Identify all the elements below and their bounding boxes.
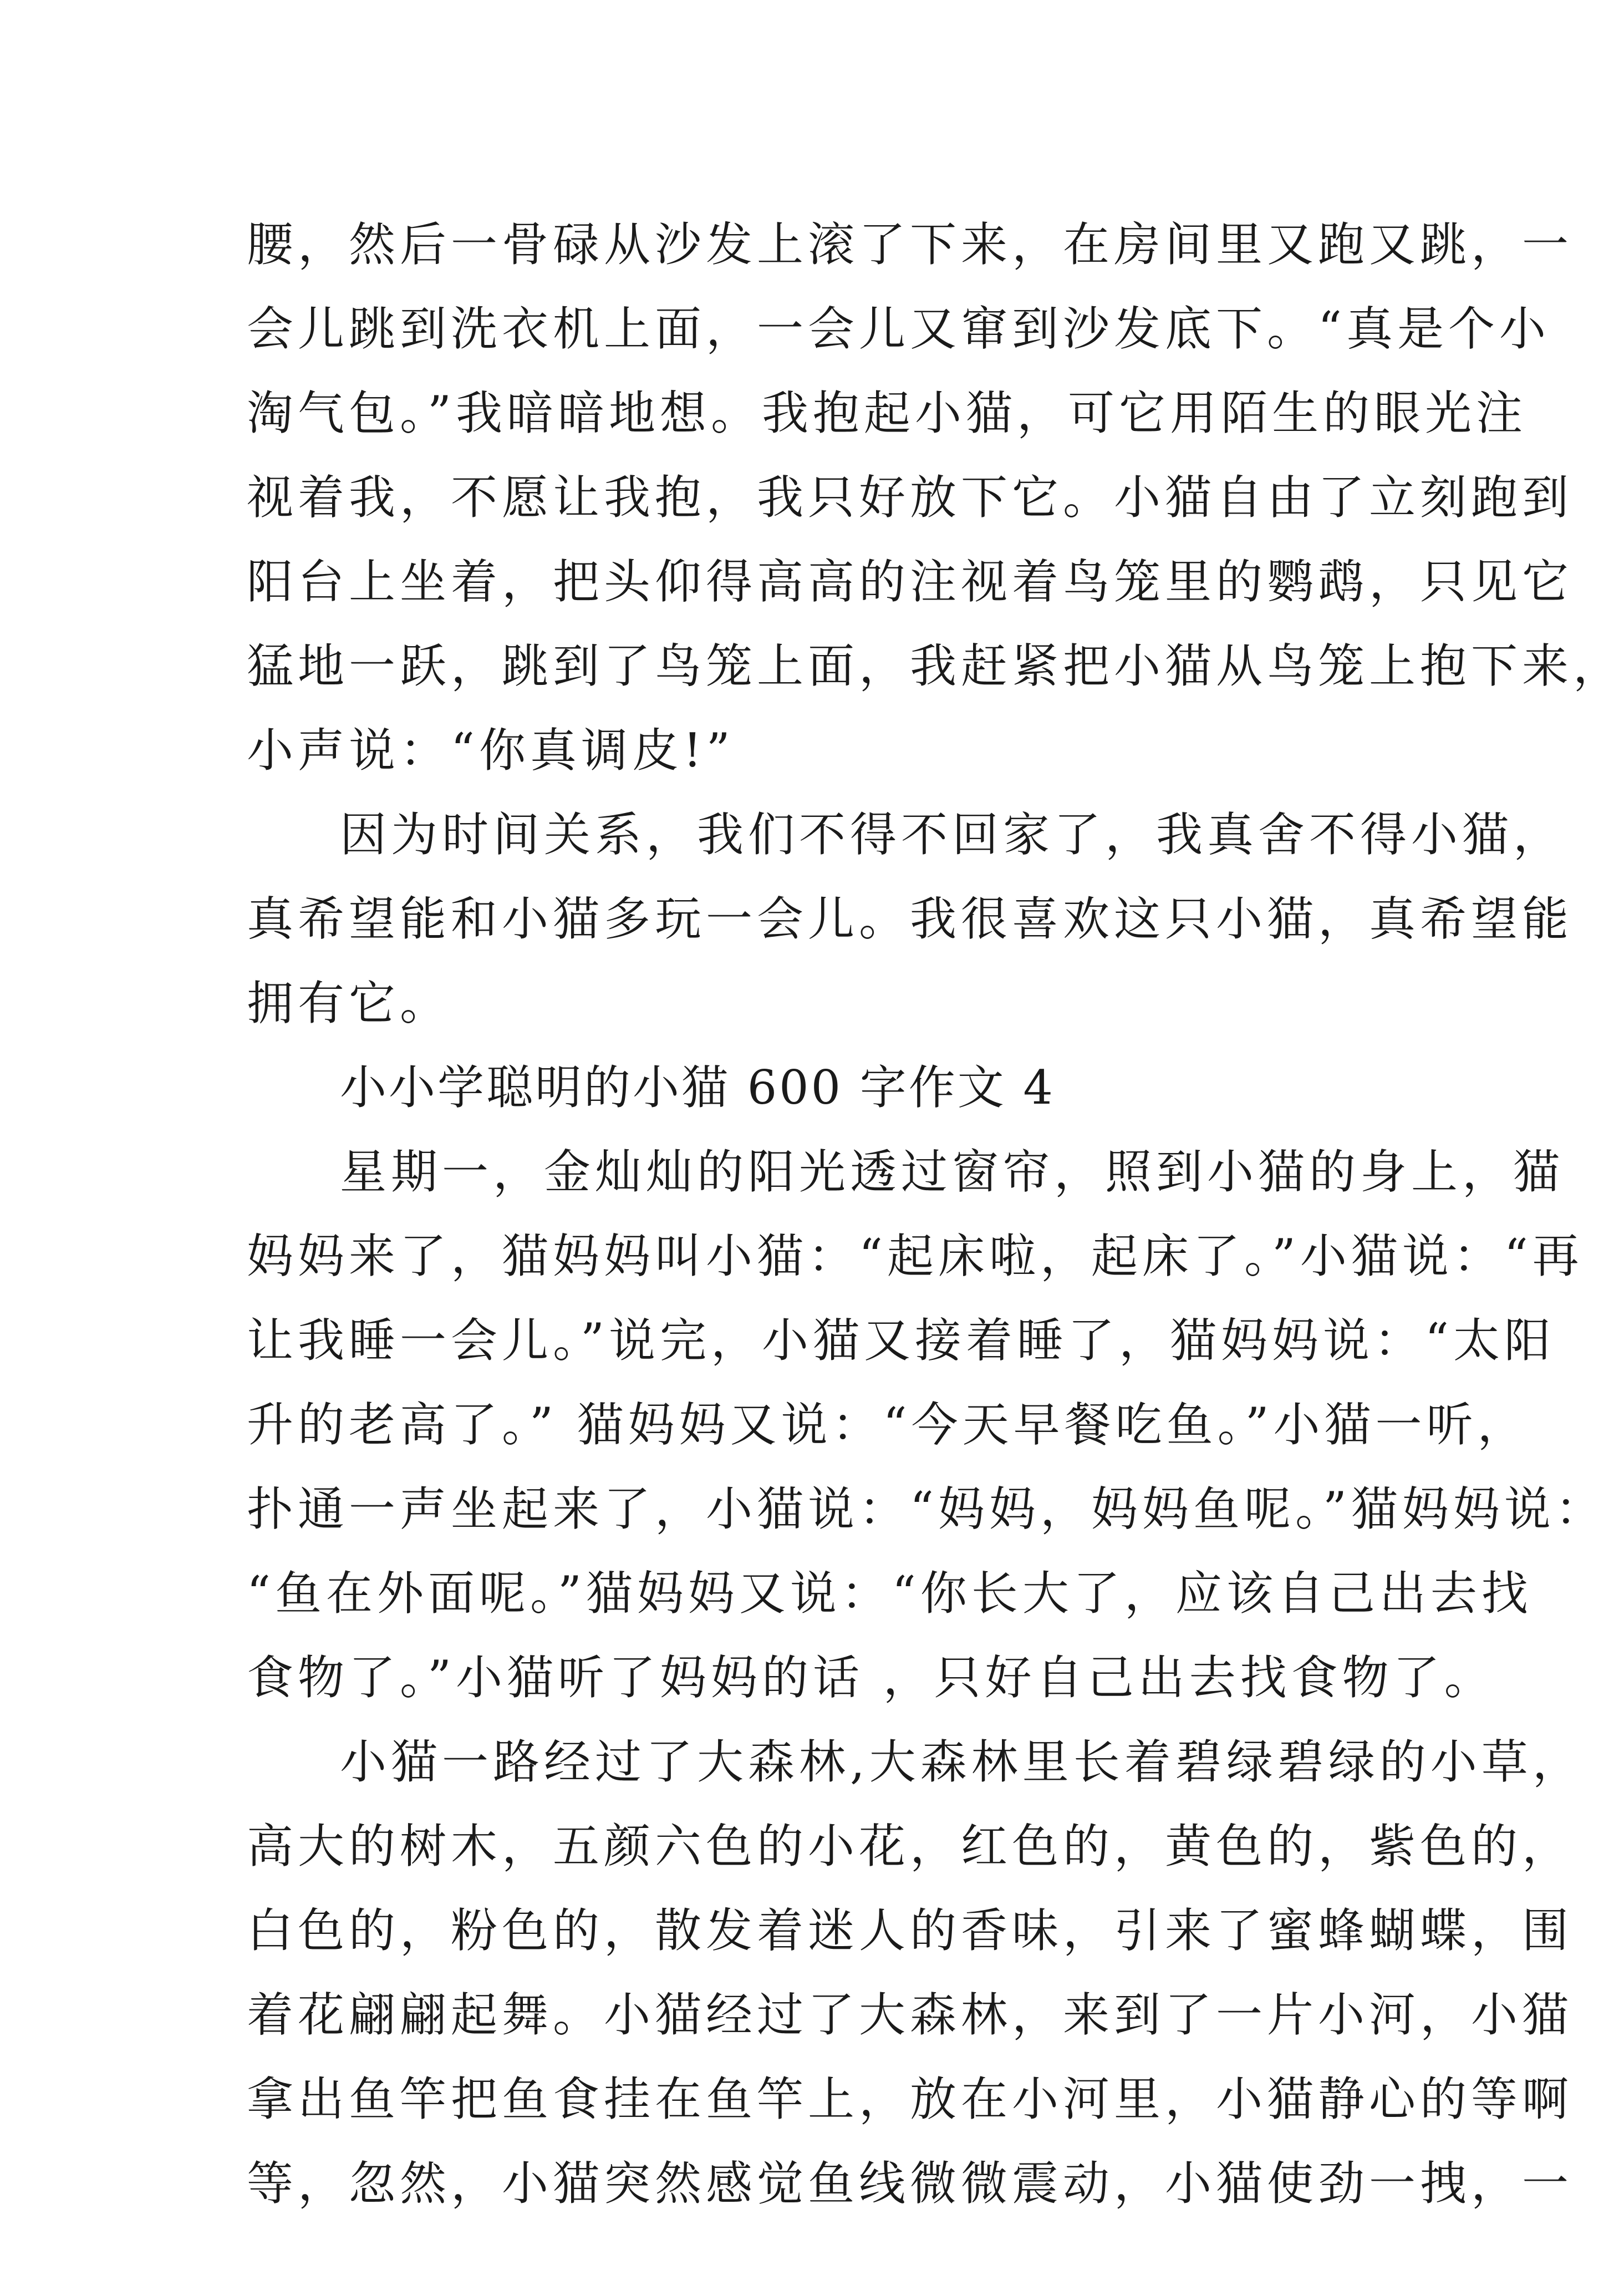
- text-line: 拿出鱼竿把鱼食挂在鱼竿上，放在小河里，小猫静心的等啊: [247, 2072, 1574, 2126]
- text-line: 会儿跳到洗衣机上面，一会儿又窜到沙发底下。“真是个小: [247, 302, 1550, 356]
- text-line: 淘气包。”我暗暗地想。我抱起小猫，可它用陌生的眼光注: [247, 386, 1527, 440]
- text-line: 猛地一跃，跳到了鸟笼上面，我赶紧把小猫从鸟笼上抱下来，: [247, 639, 1624, 693]
- text-line: 高大的树木，五颜六色的小花，红色的，黄色的，紫色的，: [247, 1819, 1574, 1873]
- text-line: 小声说：“你真调皮!”: [247, 723, 735, 778]
- text-line: 腰，然后一骨碌从沙发上滚了下来，在房间里又跑又跳，一: [247, 217, 1574, 272]
- paragraph: [247, 1130, 1606, 1720]
- text-line: 白色的，粉色的，散发着迷人的香味，引来了蜜蜂蝴蝶，围: [247, 1903, 1574, 1958]
- text-line: 着花翩翩起舞。小猫经过了大森林，来到了一片小河，小猫: [247, 1988, 1574, 2042]
- text-line: 星期一，金灿灿的阳光透过窗帘，照到小猫的身上，猫: [340, 1145, 1565, 1199]
- text-line: 真希望能和小猫多玩一会儿。我很喜欢这只小猫，真希望能: [247, 892, 1574, 946]
- document-body: [247, 202, 1624, 2226]
- text-line: 视着我，不愿让我抱，我只好放下它。小猫自由了立刻跑到: [247, 470, 1574, 525]
- text-line: 阳台上坐着，把头仰得高高的注视着鸟笼里的鹦鹉，只见它: [247, 555, 1574, 609]
- section-heading: [247, 1045, 1375, 1130]
- text-line: 妈妈来了，猫妈妈叫小猫：“起床啦，起床了。”小猫说：“再: [247, 1229, 1584, 1283]
- text-line: “鱼在外面呢。”猫妈妈又说：“你长大了，应该自己出去找: [247, 1566, 1533, 1621]
- text-line: 扑通一声坐起来了，小猫说：“妈妈，妈妈鱼呢。”猫妈妈说：: [247, 1482, 1606, 1536]
- text-line: 等，忽然，小猫突然感觉鱼线微微震动，小猫使劲一拽，一: [247, 2156, 1574, 2211]
- paragraph: [247, 202, 1624, 793]
- text-line: 食物了。”小猫听了妈妈的话 ，只好自己出去找食物了。: [247, 1651, 1495, 1705]
- text-line: 因为时间关系，我们不得不回家了，我真舍不得小猫，: [340, 808, 1565, 862]
- heading-text: 小小学聪明的小猫 600 字作文 4: [340, 1060, 1055, 1115]
- text-line: 小猫一路经过了大森林,大森林里长着碧绿碧绿的小草，: [340, 1735, 1584, 1789]
- text-line: 让我睡一会儿。”说完，小猫又接着睡了，猫妈妈说：“太阳: [247, 1313, 1555, 1368]
- text-line: 升的老高了。” 猫妈妈又说：“今天早餐吃鱼。”小猫一听，: [247, 1398, 1529, 1452]
- text-line: 拥有它。: [247, 976, 451, 1030]
- paragraph: [247, 793, 1574, 1045]
- paragraph: [247, 1720, 1584, 2226]
